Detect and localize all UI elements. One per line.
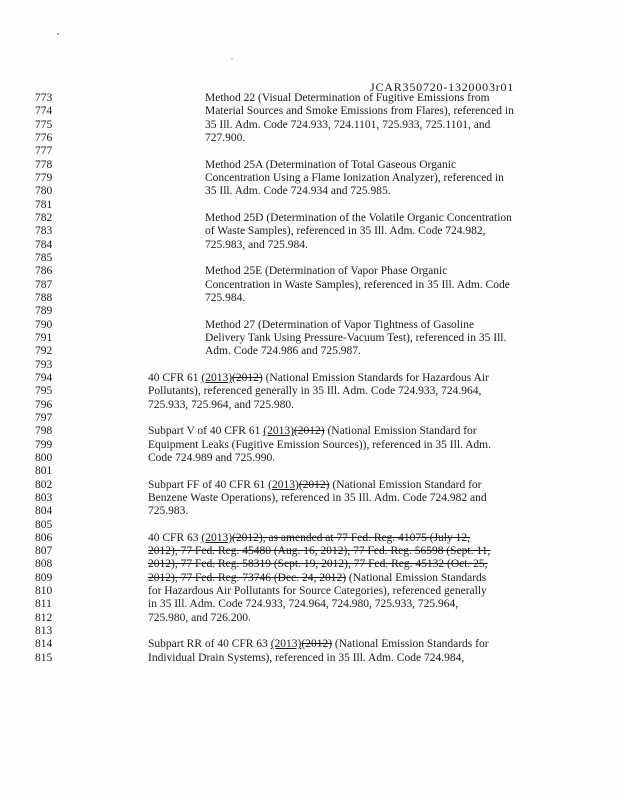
inserted-text: (2013) (201, 371, 233, 384)
scan-speck (231, 58, 233, 60)
document-line (0, 399, 618, 412)
document-line (0, 319, 618, 332)
line-text (148, 452, 275, 465)
line-number: 773 (35, 92, 53, 104)
document-line (0, 385, 618, 398)
text-run: (National Emission Standards for Hazardous Air (262, 371, 489, 384)
text-run: Method 27 (Determination of Vapor Tightness of Gasoline (205, 318, 475, 331)
line-text (148, 479, 482, 492)
document-line (0, 572, 618, 585)
text-run: 40 CFR 63 (148, 531, 202, 544)
document-line (0, 332, 618, 345)
deleted-text: 2012), 77 Fed. Reg. 45480 (Aug. 16, 2012), 77 Fed. Reg. 56598 (Sept. 11, (148, 545, 491, 558)
line-text (205, 319, 474, 332)
deleted-text: (2012) (301, 638, 333, 651)
document-line (0, 359, 618, 372)
line-number: 779 (35, 171, 53, 184)
document-line (0, 145, 618, 158)
line-text (205, 185, 391, 198)
line-text (148, 439, 491, 452)
document-line (0, 305, 618, 318)
document-line (0, 585, 618, 598)
line-number: 789 (35, 305, 53, 318)
document-line (0, 225, 618, 238)
line-text (205, 279, 510, 292)
document-line (0, 239, 618, 252)
text-run: Method 25D (Determination of the Volatile Organic Concentration (205, 211, 512, 224)
document-line (0, 185, 618, 198)
line-text (205, 239, 308, 252)
line-number: 814 (35, 638, 53, 651)
line-number: 808 (35, 558, 53, 571)
line-text (148, 612, 251, 625)
line-number: 781 (35, 198, 53, 211)
line-text (205, 225, 486, 238)
text-run: Equipment Leaks (Fugitive Emission Sources)), referenced in 35 Ill. Adm. (148, 438, 492, 451)
line-number: 805 (35, 518, 53, 531)
line-number: 810 (35, 585, 53, 598)
inserted-text: (2013) (270, 638, 302, 651)
document-line (0, 159, 618, 172)
line-text (205, 172, 504, 185)
line-number: 800 (35, 451, 53, 464)
line-number: 780 (35, 185, 53, 198)
text-run: 725.933, 725.964, and 725.980. (148, 398, 294, 411)
text-run: for Hazardous Air Pollutants for Source Categories), referenced generally (148, 585, 487, 598)
line-text (148, 372, 489, 385)
line-text (205, 212, 512, 225)
text-run: Method 25E (Determination of Vapor Phase Organic (205, 265, 448, 278)
line-number: 792 (35, 345, 53, 358)
line-text (148, 585, 487, 598)
line-number: 799 (35, 438, 53, 451)
document-line (0, 558, 618, 571)
line-text (205, 345, 361, 358)
text-run: Subpart V of 40 CFR 61 (148, 425, 264, 438)
line-text (148, 505, 188, 518)
line-number: 786 (35, 265, 53, 278)
text-run: Individual Drain Systems), referenced in 35 Ill. Adm. Code 724.984, (148, 651, 465, 664)
inserted-text: (2013) (263, 425, 294, 438)
line-number: 807 (35, 545, 53, 558)
document-line (0, 265, 618, 278)
document-line (0, 425, 618, 438)
text-run: Subpart RR of 40 CFR 63 (148, 638, 271, 651)
line-number: 813 (35, 625, 53, 638)
document-line (0, 172, 618, 185)
document-line (0, 479, 618, 492)
text-run: Benzene Waste Operations), referenced in 35 Ill. Adm. Code 724.982 and (148, 491, 487, 504)
line-number: 775 (35, 118, 53, 131)
document-line (0, 612, 618, 625)
document-line (0, 132, 618, 145)
document-line (0, 372, 618, 385)
document-line (0, 92, 618, 105)
line-text (148, 532, 470, 545)
document-line (0, 492, 618, 505)
line-text (148, 545, 490, 558)
text-run: Subpart FF of 40 CFR 61 (148, 478, 269, 491)
line-number: 812 (35, 611, 53, 624)
line-number: 811 (35, 598, 52, 611)
line-text (205, 105, 514, 118)
text-run: Method 22 (Visual Determination of Fugitive Emissions from (205, 92, 490, 104)
line-number: 796 (35, 398, 53, 411)
inserted-text: (2013) (201, 531, 233, 544)
document-line (0, 465, 618, 478)
document-line (0, 625, 618, 638)
text-run: Pollutants), referenced generally in 35 Ill. Adm. Code 724.933, 724.964, (148, 385, 482, 398)
line-text (205, 332, 506, 345)
text-run: of Waste Samples), referenced in 35 Ill. Adm. Code 724.982, (205, 225, 486, 238)
line-number: 783 (35, 225, 53, 238)
line-number: 794 (35, 371, 53, 384)
text-run: (National Emission Standard for (329, 478, 482, 491)
document-line (0, 212, 618, 225)
deleted-text: (2012), as amended at 77 Fed. Reg. 41075 (July 12, (232, 531, 470, 544)
line-number: 793 (35, 358, 53, 371)
text-run: Method 25A (Determination of Total Gaseous Organic (205, 158, 457, 171)
scan-speck (57, 33, 59, 35)
line-number: 787 (35, 278, 53, 291)
line-number: 790 (35, 318, 53, 331)
document-line (0, 452, 618, 465)
document-line (0, 252, 618, 265)
line-number: 797 (35, 411, 53, 424)
line-text (148, 558, 488, 571)
text-run: 35 Ill. Adm. Code 724.933, 724.1101, 725.933, 725.1101, and (205, 118, 491, 131)
line-text (148, 652, 464, 665)
document-line (0, 598, 618, 611)
line-number: 784 (35, 238, 53, 251)
line-text (205, 119, 490, 132)
deleted-text: 2012), 77 Fed. Reg. 73746 (Dec. 24, 2012) (148, 571, 347, 584)
line-text (148, 399, 294, 412)
line-number: 785 (35, 251, 53, 264)
document-line (0, 199, 618, 212)
document-id-header: JCAR350720-1320003r01 (370, 80, 515, 94)
line-number: 795 (35, 385, 53, 398)
inserted-text: (2013) (268, 478, 299, 491)
line-number: 776 (35, 131, 53, 144)
document-line (0, 345, 618, 358)
line-number: 802 (35, 478, 53, 491)
line-number: 774 (35, 105, 53, 118)
document-line (0, 545, 618, 558)
text-run: Material Sources and Smoke Emissions from Flares), referenced in (205, 105, 514, 118)
text-run: in 35 Ill. Adm. Code 724.933, 724.964, 724.980, 725.933, 725.964, (148, 598, 459, 611)
text-run: Delivery Tank Using Pressure-Vacuum Test), referenced in 35 Ill. (205, 331, 507, 344)
text-run: 725.983. (148, 505, 189, 518)
document-line (0, 292, 618, 305)
document-line (0, 119, 618, 132)
text-run: 725.980, and 726.200. (148, 611, 251, 624)
text-run: 725.984. (205, 291, 246, 304)
line-number: 778 (35, 158, 53, 171)
text-run: 40 CFR 61 (148, 371, 202, 384)
document-line (0, 652, 618, 665)
document-line (0, 532, 618, 545)
line-number: 804 (35, 505, 53, 518)
text-run: 35 Ill. Adm. Code 724.934 and 725.985. (205, 185, 391, 198)
text-run: (National Emission Standards (346, 571, 487, 584)
line-number: 801 (35, 465, 53, 478)
line-number: 809 (35, 571, 53, 584)
line-number: 803 (35, 491, 53, 504)
deleted-text: (2012) (232, 371, 263, 384)
line-number: 806 (35, 531, 53, 544)
line-text (148, 385, 481, 398)
text-run: 727.900. (205, 131, 246, 144)
line-text (205, 265, 447, 278)
document-lines (0, 92, 618, 665)
text-run: Concentration in Waste Samples), referenced in 35 Ill. Adm. Code (205, 278, 510, 291)
line-number: 788 (35, 291, 53, 304)
deleted-text: (2012) (298, 478, 330, 491)
line-text (148, 598, 458, 611)
line-number: 815 (35, 651, 53, 664)
line-number: 782 (35, 211, 53, 224)
line-text (205, 159, 456, 172)
text-run: (National Emission Standards for (332, 638, 489, 651)
text-run: Adm. Code 724.986 and 725.987. (205, 345, 361, 358)
document-line (0, 505, 618, 518)
line-text (205, 292, 245, 305)
line-text (148, 492, 487, 505)
text-run: Concentration Using a Flame Ionization Analyzer), referenced in (205, 171, 504, 184)
text-run: (National Emission Standard for (324, 425, 477, 438)
deleted-text: 2012), 77 Fed. Reg. 58319 (Sept. 19, 2012), 77 Fed. Reg. 45132 (Oct. 25, (148, 558, 488, 571)
line-number: 777 (35, 145, 53, 158)
line-text (148, 425, 477, 438)
line-text (148, 638, 489, 651)
line-text (148, 572, 486, 585)
document-line (0, 105, 618, 118)
document-line (0, 638, 618, 651)
line-text (205, 92, 490, 105)
text-run: 725.983, and 725.984. (205, 238, 308, 251)
line-number: 791 (35, 331, 53, 344)
line-text (205, 132, 245, 145)
text-run: Code 724.989 and 725.990. (148, 451, 276, 464)
document-line (0, 439, 618, 452)
document-line (0, 412, 618, 425)
line-number: 798 (35, 425, 53, 438)
document-line (0, 279, 618, 292)
document-line (0, 519, 618, 532)
deleted-text: (2012) (293, 425, 325, 438)
